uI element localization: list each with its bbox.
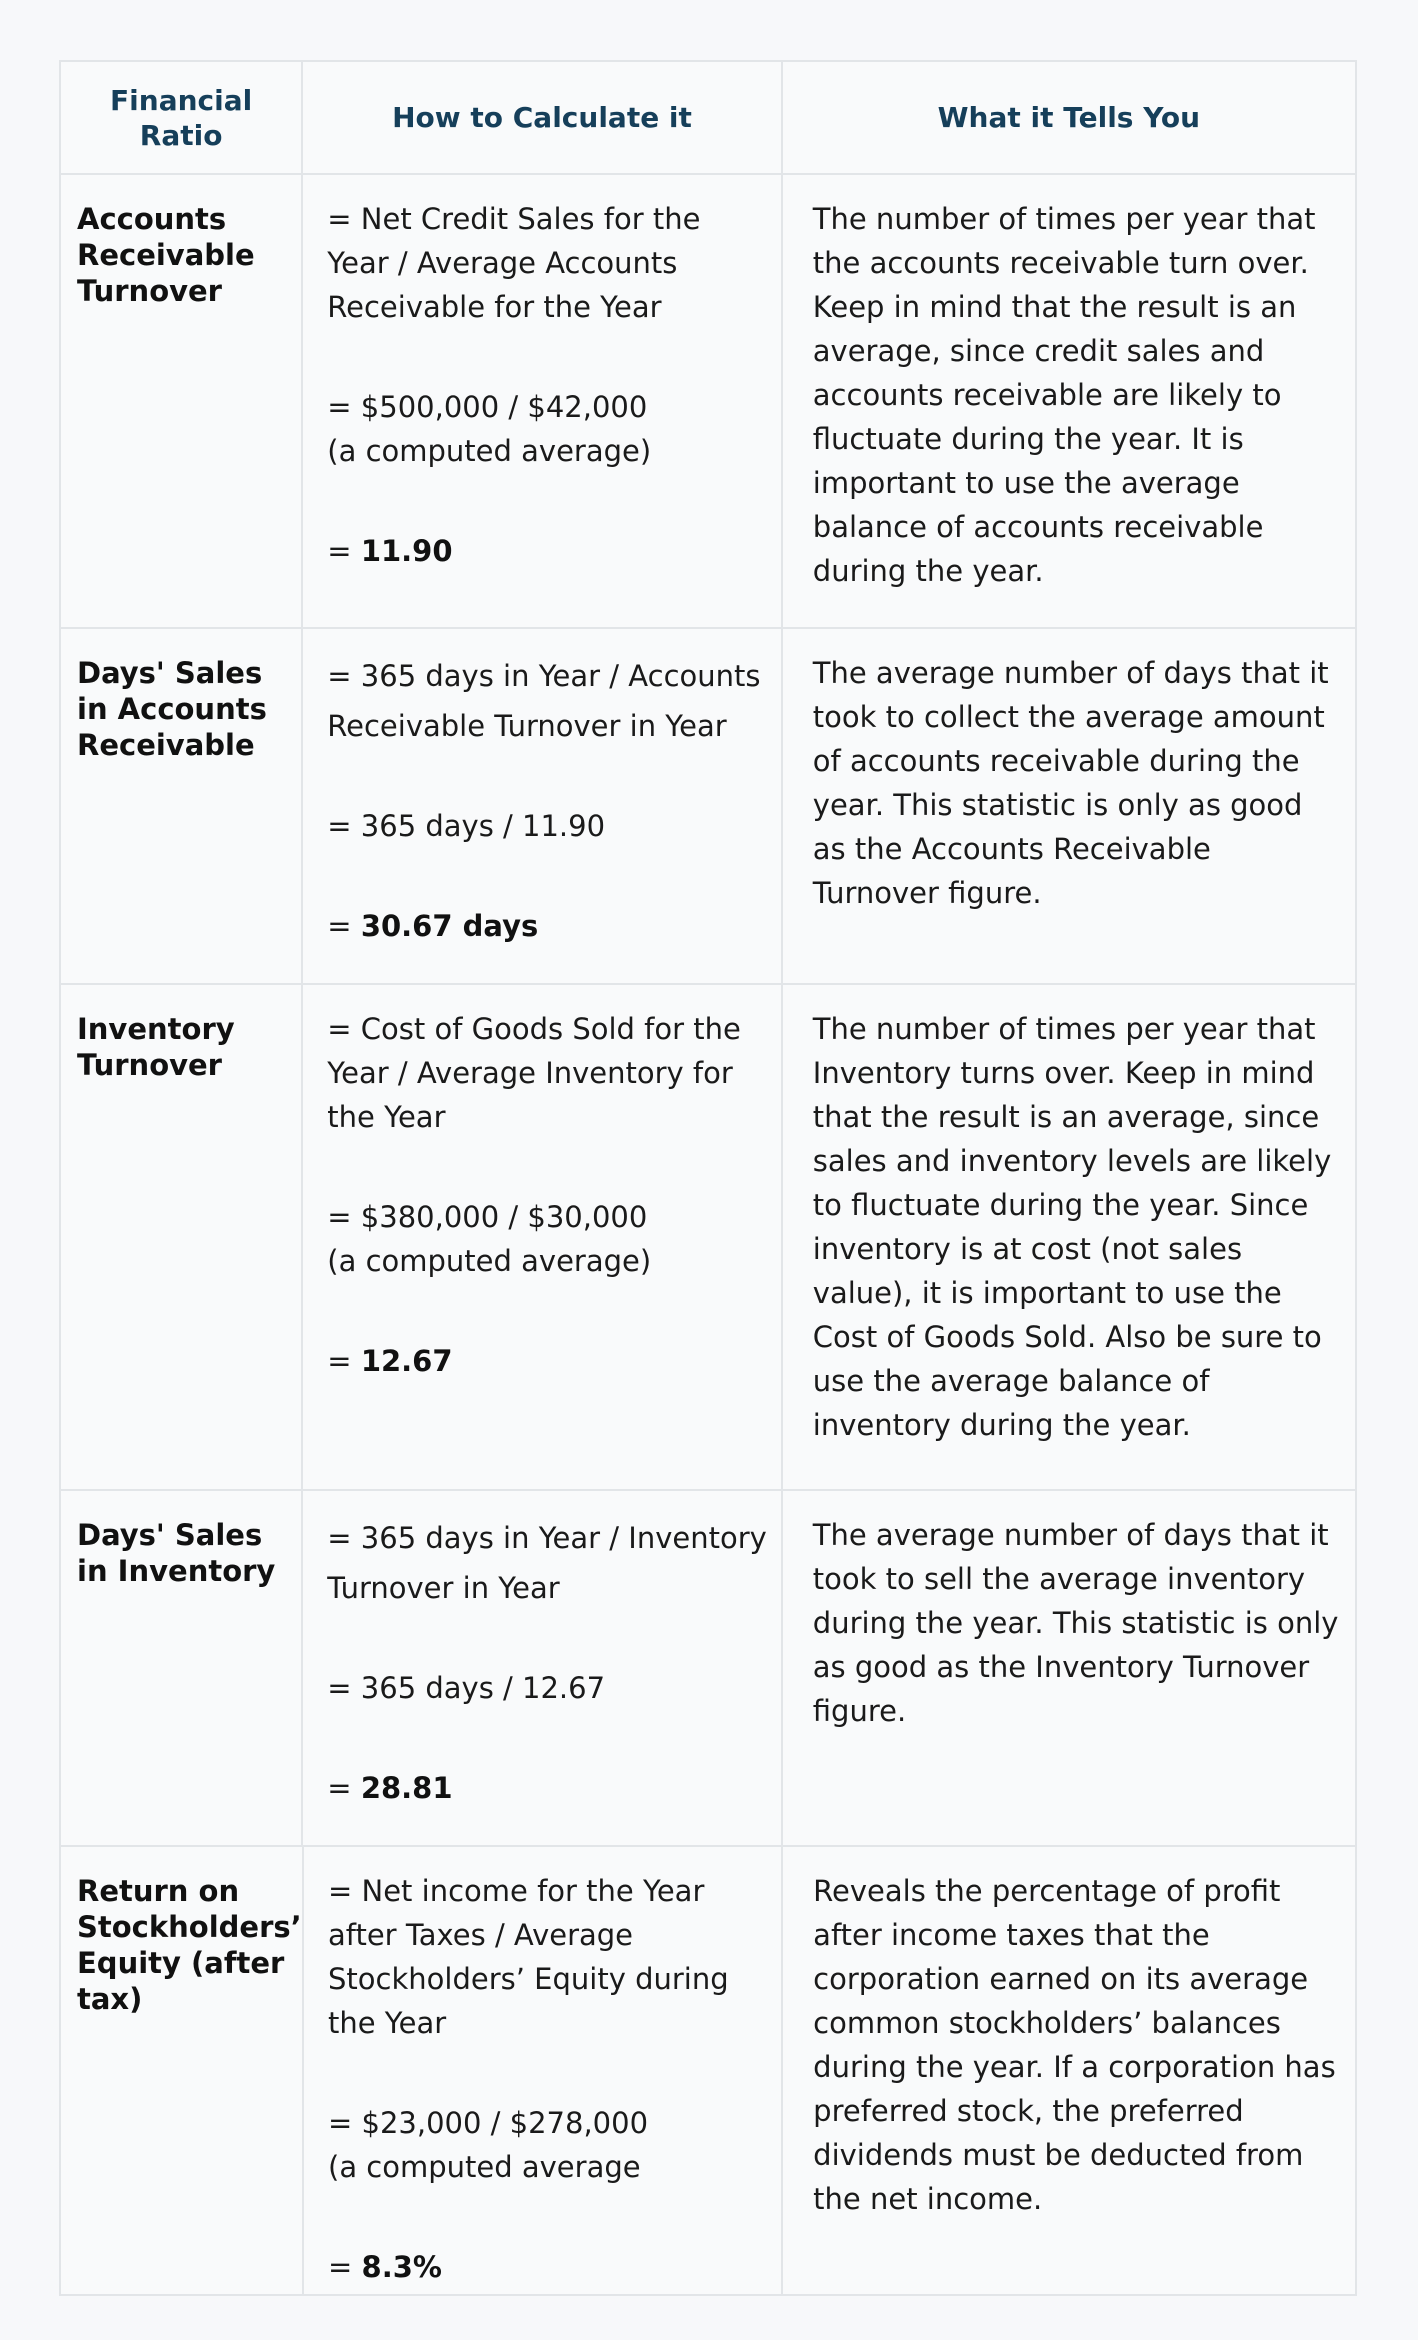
formula-result: = 11.90 (327, 534, 453, 568)
ratio-name: Days' Sales in Inventory (61, 1491, 303, 1845)
formula: = Cost of Goods Sold for the Year / Average Inventory for the Year (327, 1012, 741, 1134)
ratio-name: Days' Sales in Accounts Receivable (61, 629, 303, 983)
formula: = Net income for the Year after Taxes / Average Stockholders’ Equity during the Year (328, 1874, 729, 2040)
table-row (61, 1847, 1355, 2294)
ratio-name: Inventory Turnover (61, 985, 303, 1489)
description: The number of times per year that the accounts receivable turn over. Keep in mind that the result is an average, since credit sales and accounts receivable are likely to fluctuate during the year. It is important to use the average balance of accounts receivable during the year. (812, 202, 1316, 588)
formula-values: = 365 days / 11.90 (327, 809, 606, 843)
header-how-to-calculate: How to Calculate it (303, 62, 783, 173)
description: Reveals the percentage of profit after income taxes that the corporation earned on its average common stockholders’ balances during the year. If a corporation has preferred stock, the preferred dividends must be deducted from the net income. (813, 1874, 1336, 2216)
calculation-cell (303, 175, 783, 627)
calculation-cell (303, 985, 783, 1489)
ratio-name: Return on Stockholders’ Equity (after tax) (61, 1847, 304, 2294)
financial-ratios-table (59, 60, 1357, 2296)
description: The average number of days that it took to sell the average inventory during the year. This statistic is only as good as the Inventory Turnover figure. (812, 1518, 1339, 1728)
formula-result: = 8.3% (328, 2250, 442, 2284)
table-row (61, 175, 1355, 629)
formula-result: = 30.67 days (327, 909, 539, 943)
calculation-cell (304, 1847, 783, 2294)
description: The average number of days that it took to collect the average amount of accounts receivable during the year. This statistic is only as good as the Accounts Receivable Turnover figure. (812, 656, 1329, 910)
formula-result: = 28.81 (327, 1771, 453, 1805)
table-row (61, 985, 1355, 1491)
formula: = 365 days in Year / Accounts Receivable Turnover in Year (327, 659, 761, 743)
formula-values: = $500,000 / $42,000 (327, 390, 648, 424)
formula-values: = $380,000 / $30,000 (327, 1200, 648, 1234)
formula-values: = 365 days / 12.67 (327, 1671, 606, 1705)
calculation-cell (303, 1491, 783, 1845)
formula-values: = $23,000 / $278,000 (328, 2106, 649, 2140)
formula-result: = 12.67 (327, 1344, 453, 1378)
header-what-it-tells: What it Tells You (937, 101, 1201, 134)
table-header-row (61, 62, 1355, 175)
table-row (61, 629, 1355, 985)
formula: = Net Credit Sales for the Year / Average Accounts Receivable for the Year (327, 202, 701, 324)
formula-note: (a computed average) (327, 434, 652, 468)
header-financial-ratio: Financial Ratio (61, 62, 303, 173)
description: The number of times per year that Inventory turns over. Keep in mind that the result is an average, since sales and inventory levels are likely to fluctuate during the year. Since inventory is at cost (not sales value), it is important to use the Cost of Goods Sold. Also be sure to use the average balance of inventory during the year. (812, 1012, 1332, 1442)
formula: = 365 days in Year / Inventory Turnover in Year (327, 1521, 767, 1605)
ratio-name: Accounts Receivable Turnover (61, 175, 303, 627)
formula-note: (a computed average (328, 2150, 641, 2184)
formula-note: (a computed average) (327, 1244, 652, 1278)
table-row (61, 1491, 1355, 1847)
calculation-cell (303, 629, 783, 983)
